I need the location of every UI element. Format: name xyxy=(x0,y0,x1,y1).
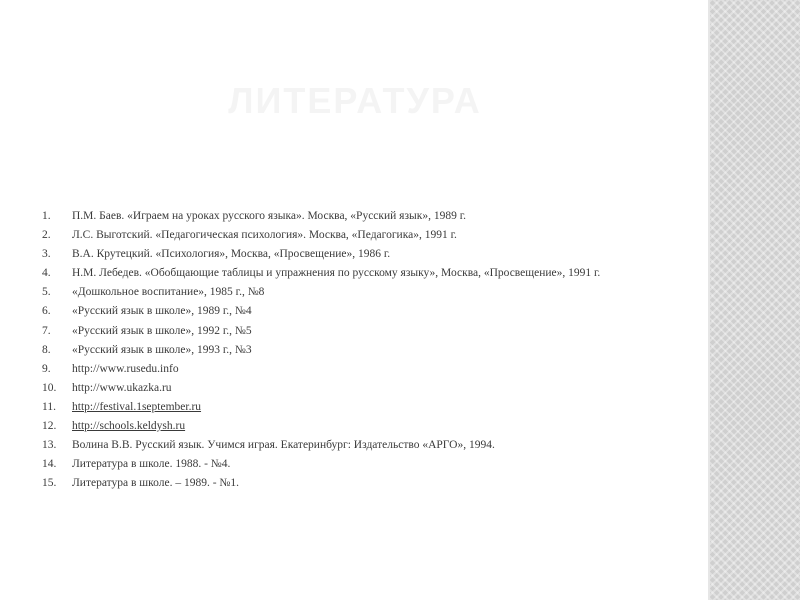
reference-link[interactable]: http://schools.keldysh.ru xyxy=(72,420,186,433)
reference-item xyxy=(42,305,600,324)
reference-item xyxy=(42,420,600,439)
reference-number: 13. xyxy=(42,439,57,452)
reference-number: 2. xyxy=(42,229,51,242)
reference-number: 7. xyxy=(42,324,51,337)
reference-text: Н.М. Лебедев. «Обобщающие таблицы и упражнения по русскому языку», Москва, «Просвещение», 1991 г. xyxy=(72,267,601,280)
reference-number: 3. xyxy=(42,248,51,261)
reference-number: 12. xyxy=(42,420,57,433)
reference-text: «Русский язык в школе», 1989 г., №4 xyxy=(72,305,252,318)
reference-item xyxy=(42,439,600,458)
reference-number: 10. xyxy=(42,381,57,394)
reference-text: П.М. Баев. «Играем на уроках русского языка». Москва, «Русский язык», 1989 г. xyxy=(72,210,466,222)
reference-number: 6. xyxy=(42,305,51,318)
reference-item xyxy=(42,344,600,363)
reference-item xyxy=(42,229,600,248)
reference-item xyxy=(42,477,600,496)
decorative-side-band xyxy=(710,0,800,600)
reference-link[interactable]: http://www.rusedu.info xyxy=(72,362,179,375)
reference-number: 5. xyxy=(42,286,51,299)
reference-number: 4. xyxy=(42,267,51,280)
reference-item xyxy=(42,363,600,382)
reference-link[interactable]: http://festival.1september.ru xyxy=(72,400,202,413)
reference-text: Волина В.В. Русский язык. Учимся играя. Екатеринбург: Издательство «АРГО», 1994. xyxy=(72,439,495,452)
reference-item xyxy=(42,248,600,267)
reference-text: «Русский язык в школе», 1992 г., №5 xyxy=(72,324,252,337)
reference-text: Литература в школе. – 1989. - №1. xyxy=(72,477,240,490)
reference-number: 14. xyxy=(42,458,57,471)
reference-number: 11. xyxy=(42,400,56,413)
reference-text: В.А. Крутецкий. «Психология», Москва, «Просвещение», 1986 г. xyxy=(72,248,391,261)
reference-item xyxy=(42,286,600,305)
reference-text: Л.С. Выготский. «Педагогическая психология». Москва, «Педагогика», 1991 г. xyxy=(72,229,457,242)
slide-title: ЛИТЕРАТУРА xyxy=(228,80,482,121)
reference-number: 1. xyxy=(42,210,51,222)
reference-text: «Русский язык в школе», 1993 г., №3 xyxy=(72,343,252,356)
reference-text: Литература в школе. 1988. - №4. xyxy=(72,458,231,471)
reference-link[interactable]: http://www.ukazka.ru xyxy=(72,381,172,394)
reference-item xyxy=(42,382,600,401)
reference-item xyxy=(42,458,600,477)
reference-item xyxy=(42,401,600,420)
reference-list xyxy=(42,210,600,496)
reference-item xyxy=(42,210,600,229)
reference-number: 9. xyxy=(42,362,51,375)
reference-number: 8. xyxy=(42,343,51,356)
reference-number: 15. xyxy=(42,477,57,490)
reference-item xyxy=(42,325,600,344)
reference-item xyxy=(42,267,600,286)
reference-text: «Дошкольное воспитание», 1985 г., №8 xyxy=(72,286,265,299)
